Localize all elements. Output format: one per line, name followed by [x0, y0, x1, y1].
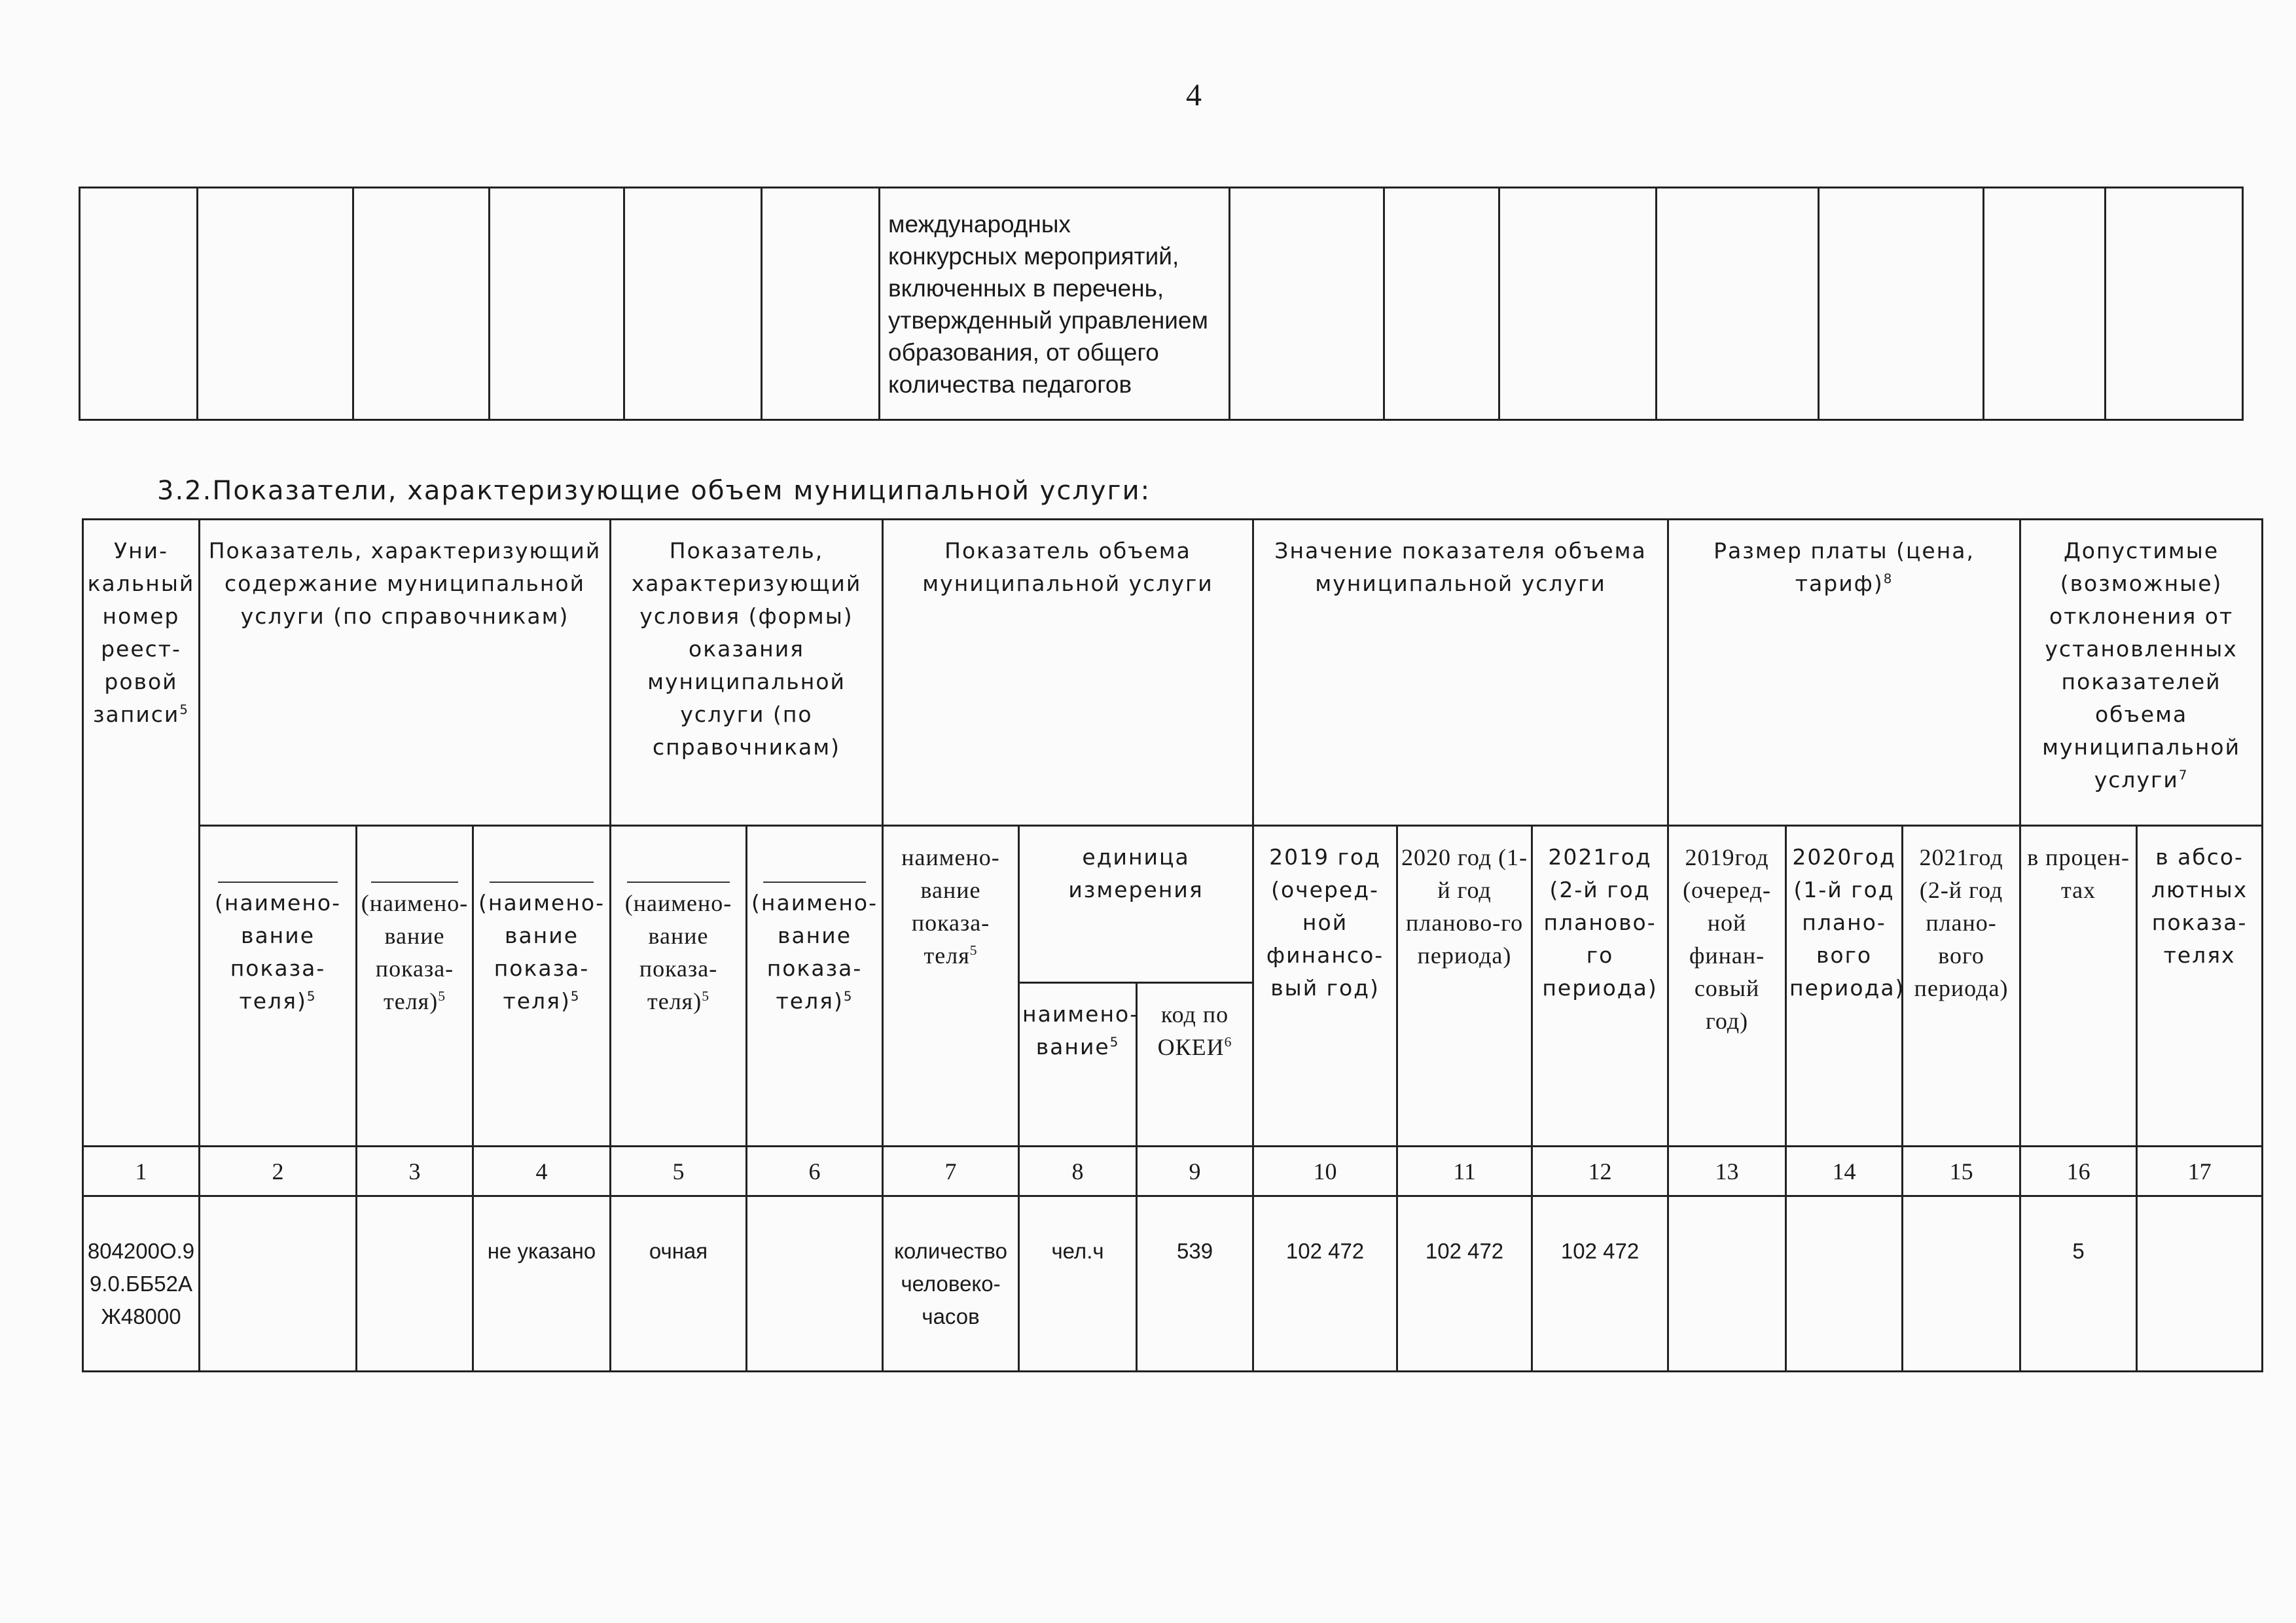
header-okei: код по ОКЕИ$^6$: [1137, 983, 1253, 1147]
empty-cell: [490, 188, 624, 420]
empty-cell: [1984, 188, 2106, 420]
header-unit-name: наимено-вание$^5$: [1019, 983, 1137, 1147]
column-number: 15: [1903, 1147, 2020, 1196]
data-cell: [200, 1196, 357, 1372]
data-cell: 5: [2020, 1196, 2137, 1372]
data-cell: не указано: [473, 1196, 611, 1372]
column-number: 13: [1668, 1147, 1786, 1196]
empty-cell: [2106, 188, 2243, 420]
page-number: 4: [1186, 78, 1202, 113]
header-unique-number: Уни-кальный номер реест-ровой записи$^5$: [83, 520, 200, 1147]
header-content-indicator: Показатель, характеризующий содержание муниципальной услуги (по справочникам): [200, 520, 611, 826]
section-title: 3.2.Показатели, характеризующие объем муниципальной услуги:: [157, 476, 1151, 506]
header-volume-value: Значение показателя объема муниципальной услуги: [1253, 520, 1668, 826]
column-number: 2: [200, 1147, 357, 1196]
table-row: [83, 1196, 2263, 1372]
column-number: 6: [747, 1147, 883, 1196]
data-cell: очная: [611, 1196, 747, 1372]
data-cell: 102 472: [1532, 1196, 1668, 1372]
column-number: 14: [1786, 1147, 1903, 1196]
header-fee-2021: 2021год (2-й год плано-вого периода): [1903, 826, 2020, 1147]
data-cell: 102 472: [1253, 1196, 1397, 1372]
header-year-2019: 2019 год (очеред-ной финансо-вый год): [1253, 826, 1397, 1147]
indicator-text-cell: [880, 188, 1230, 420]
text-line: утвержденный управлением: [888, 307, 1208, 334]
data-cell: [2137, 1196, 2263, 1372]
column-number: 12: [1532, 1147, 1668, 1196]
header-indicator-name: (наимено-вание показа-теля)$^5$: [200, 826, 357, 1147]
empty-cell: [353, 188, 490, 420]
header-name-col: наимено-вание показа-теля$^5$: [883, 826, 1019, 1147]
header-in-percent: в процен-тах: [2020, 826, 2137, 1147]
header-unit: единица измерения: [1019, 826, 1253, 983]
column-number: 3: [357, 1147, 473, 1196]
header-indicator-name: (наимено-вание показа-теля)$^5$: [473, 826, 611, 1147]
continued-indicators-table: [79, 187, 2244, 421]
column-number: 11: [1397, 1147, 1532, 1196]
header-deviations: Допустимые (возможные) отклонения от установленных показателей объема муниципальной услуги$^7$: [2020, 520, 2263, 826]
header-conditions-indicator: Показатель, характеризующий условия (формы) оказания муниципальной услуги (по справочникам): [611, 520, 883, 826]
text-line: конкурсных мероприятий,: [888, 243, 1179, 270]
header-fee: Размер платы (цена, тариф)$^8$: [1668, 520, 2020, 826]
empty-cell: [1384, 188, 1499, 420]
data-cell: [1903, 1196, 2020, 1372]
data-cell: [357, 1196, 473, 1372]
empty-cell: [1499, 188, 1657, 420]
data-cell: [1668, 1196, 1786, 1372]
column-number: 8: [1019, 1147, 1137, 1196]
header-year-2021: 2021год (2-й год планово-го периода): [1532, 826, 1668, 1147]
column-number: 7: [883, 1147, 1019, 1196]
empty-cell: [1230, 188, 1384, 420]
data-cell: [1786, 1196, 1903, 1372]
data-cell: [747, 1196, 883, 1372]
column-number: 10: [1253, 1147, 1397, 1196]
header-volume-indicator: Показатель объема муниципальной услуги: [883, 520, 1253, 826]
empty-cell: [80, 188, 198, 420]
text-line: международных: [888, 211, 1071, 238]
header-indicator-name: (наимено-вание показа-теля)$^5$: [357, 826, 473, 1147]
empty-cell: [762, 188, 880, 420]
data-cell: 102 472: [1397, 1196, 1532, 1372]
empty-cell: [198, 188, 353, 420]
empty-cell: [1819, 188, 1984, 420]
registry-number: 804200О.99.0.ББ52АЖ48000: [83, 1196, 200, 1372]
column-number: 17: [2137, 1147, 2263, 1196]
text-line: образования, от общего: [888, 339, 1159, 366]
header-year-2020: 2020 год (1-й год планово-го периода): [1397, 826, 1532, 1147]
column-number: 5: [611, 1147, 747, 1196]
empty-cell: [624, 188, 762, 420]
column-number: 16: [2020, 1147, 2137, 1196]
column-number: 9: [1137, 1147, 1253, 1196]
volume-indicators-table: [82, 518, 2263, 1372]
text-line: включенных в перечень,: [888, 275, 1164, 302]
header-in-absolute: в абсо-лютных показа-телях: [2137, 826, 2263, 1147]
data-cell: чел.ч: [1019, 1196, 1137, 1372]
header-fee-2020: 2020год (1-й год плано-вого периода): [1786, 826, 1903, 1147]
empty-cell: [1657, 188, 1819, 420]
header-fee-2019: 2019год (очеред-ной финан-совый год): [1668, 826, 1786, 1147]
header-indicator-name: (наимено-вание показа-теля)$^5$: [747, 826, 883, 1147]
text-line: количества педагогов: [888, 371, 1132, 398]
data-cell: количество человеко-часов: [883, 1196, 1019, 1372]
data-cell: 539: [1137, 1196, 1253, 1372]
column-number: 4: [473, 1147, 611, 1196]
column-number: 1: [83, 1147, 200, 1196]
header-indicator-name: (наимено-вание показа-теля)$^5$: [611, 826, 747, 1147]
